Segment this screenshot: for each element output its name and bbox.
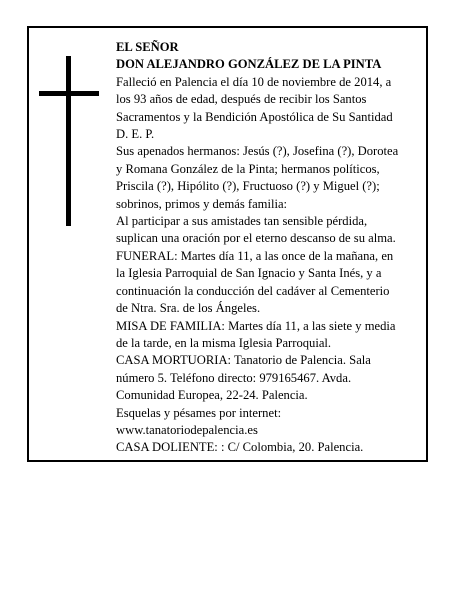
cross-horizontal-bar xyxy=(39,91,99,96)
notice-text xyxy=(116,39,422,457)
notice-line: los 93 años de edad, después de recibir los Santos xyxy=(116,92,367,107)
notice-line: CASA DOLIENTE: : C/ Colombia, 20. Palencia. xyxy=(116,440,364,455)
notice-line: de Ntra. Sra. de los Ángeles. xyxy=(116,301,261,316)
notice-line: MISA DE FAMILIA: Martes día 11, a las siete y media xyxy=(116,318,396,333)
notice-line: Sus apenados hermanos: Jesús (?), Josefina (?), Dorotea xyxy=(116,144,399,159)
obituary-notice xyxy=(27,26,428,462)
notice-line: la Iglesia Parroquial de San Ignacio y Santa Inés, y a xyxy=(116,266,382,281)
notice-line: Sacramentos y la Bendición Apostólica de Su Santidad xyxy=(116,109,393,124)
notice-line: CASA MORTUORIA: Tanatorio de Palencia. Sala xyxy=(116,353,371,368)
notice-line: de la tarde, en la misma Iglesia Parroquial. xyxy=(116,335,332,350)
notice-title-line1: EL SEÑOR xyxy=(116,40,179,54)
website-link[interactable]: www.tanatoriodepalencia.es xyxy=(116,422,258,437)
notice-line: Esquelas y pésames por internet: xyxy=(116,405,282,420)
notice-title-line2: DON ALEJANDRO GONZÁLEZ DE LA PINTA xyxy=(116,57,382,72)
notice-line: D. E. P. xyxy=(116,127,155,142)
notice-line: suplican una oración por el eterno descanso de su alma. xyxy=(116,231,396,246)
notice-line: Falleció en Palencia el día 10 de noviembre de 2014, a xyxy=(116,74,392,89)
notice-line: número 5. Teléfono directo: 979165467. Avda. xyxy=(116,370,352,385)
cross-vertical-bar xyxy=(66,56,71,226)
notice-line: continuación la conducción del cadáver al Cementerio xyxy=(116,283,390,298)
notice-line: Priscila (?), Hipólito (?), Fructuoso (?) y Miguel (?); xyxy=(116,179,380,194)
notice-line: FUNERAL: Martes día 11, a las once de la mañana, en xyxy=(116,248,394,263)
notice-line: y Romana González de la Pinta; hermanos políticos, xyxy=(116,161,380,176)
notice-line: sobrinos, primos y demás familia: xyxy=(116,196,288,211)
cross-icon xyxy=(39,56,99,226)
notice-line: Al participar a sus amistades tan sensible pérdida, xyxy=(116,214,368,229)
notice-line: Comunidad Europea, 22-24. Palencia. xyxy=(116,388,308,403)
